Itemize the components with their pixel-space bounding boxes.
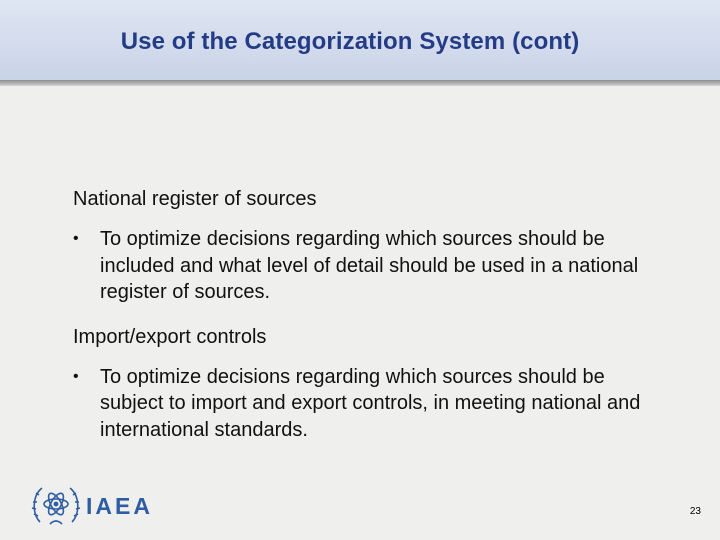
section-heading-register: National register of sources xyxy=(73,188,317,210)
bullet-text: To optimize decisions regarding which sources should be included and what level of detail should be used in a national register of sources. xyxy=(100,228,639,303)
bullet-register xyxy=(73,226,673,306)
iaea-logo xyxy=(30,482,170,530)
bullet-import-export xyxy=(73,364,673,444)
bullet-text: To optimize decisions regarding which sources should be subject to import and export controls, in meeting national and international standards. xyxy=(100,365,641,441)
title-divider xyxy=(0,80,720,86)
bullet-dot: • xyxy=(73,367,79,385)
un-emblem-icon xyxy=(30,482,82,530)
slide-body xyxy=(73,186,673,443)
slide-title: Use of the Categorization System (cont) xyxy=(120,28,580,55)
section-heading-import-export: Import/export controls xyxy=(73,325,267,348)
bullet-dot: • xyxy=(73,230,79,247)
logo-wordmark: IAEA xyxy=(86,493,153,519)
page-number: 23 xyxy=(689,506,701,517)
